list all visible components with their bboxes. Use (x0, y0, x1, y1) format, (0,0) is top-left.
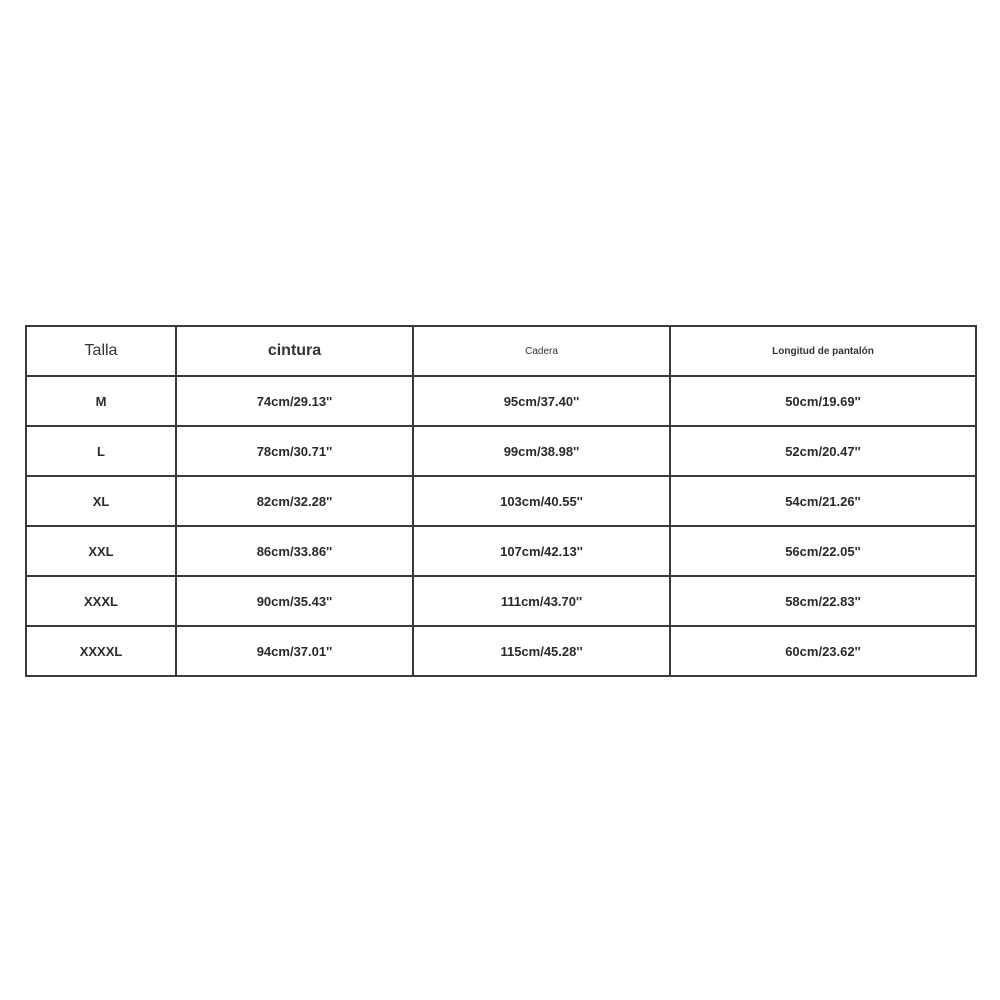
cell-waist: 86cm/33.86'' (176, 526, 413, 576)
cell-size: XXL (26, 526, 176, 576)
cell-hip: 99cm/38.98'' (413, 426, 670, 476)
cell-length: 56cm/22.05'' (670, 526, 976, 576)
cell-hip: 111cm/43.70'' (413, 576, 670, 626)
cell-size: M (26, 376, 176, 426)
cell-hip: 103cm/40.55'' (413, 476, 670, 526)
table-row (26, 476, 976, 526)
cell-size: XL (26, 476, 176, 526)
cell-size: L (26, 426, 176, 476)
header-hip: Cadera (413, 326, 670, 376)
header-size: Talla (26, 326, 176, 376)
cell-size: XXXL (26, 576, 176, 626)
cell-length: 60cm/23.62'' (670, 626, 976, 676)
cell-waist: 90cm/35.43'' (176, 576, 413, 626)
cell-waist: 78cm/30.71'' (176, 426, 413, 476)
size-chart-table (25, 325, 977, 677)
cell-length: 50cm/19.69'' (670, 376, 976, 426)
cell-size: XXXXL (26, 626, 176, 676)
cell-waist: 94cm/37.01'' (176, 626, 413, 676)
cell-length: 54cm/21.26'' (670, 476, 976, 526)
table-row (26, 626, 976, 676)
cell-length: 58cm/22.83'' (670, 576, 976, 626)
table-header-row (26, 326, 976, 376)
cell-waist: 74cm/29.13'' (176, 376, 413, 426)
cell-hip: 107cm/42.13'' (413, 526, 670, 576)
table-row (26, 576, 976, 626)
table-row (26, 426, 976, 476)
cell-hip: 115cm/45.28'' (413, 626, 670, 676)
cell-hip: 95cm/37.40'' (413, 376, 670, 426)
table-row (26, 526, 976, 576)
header-waist: cintura (176, 326, 413, 376)
header-length: Longitud de pantalón (670, 326, 976, 376)
cell-length: 52cm/20.47'' (670, 426, 976, 476)
table-row (26, 376, 976, 426)
cell-waist: 82cm/32.28'' (176, 476, 413, 526)
